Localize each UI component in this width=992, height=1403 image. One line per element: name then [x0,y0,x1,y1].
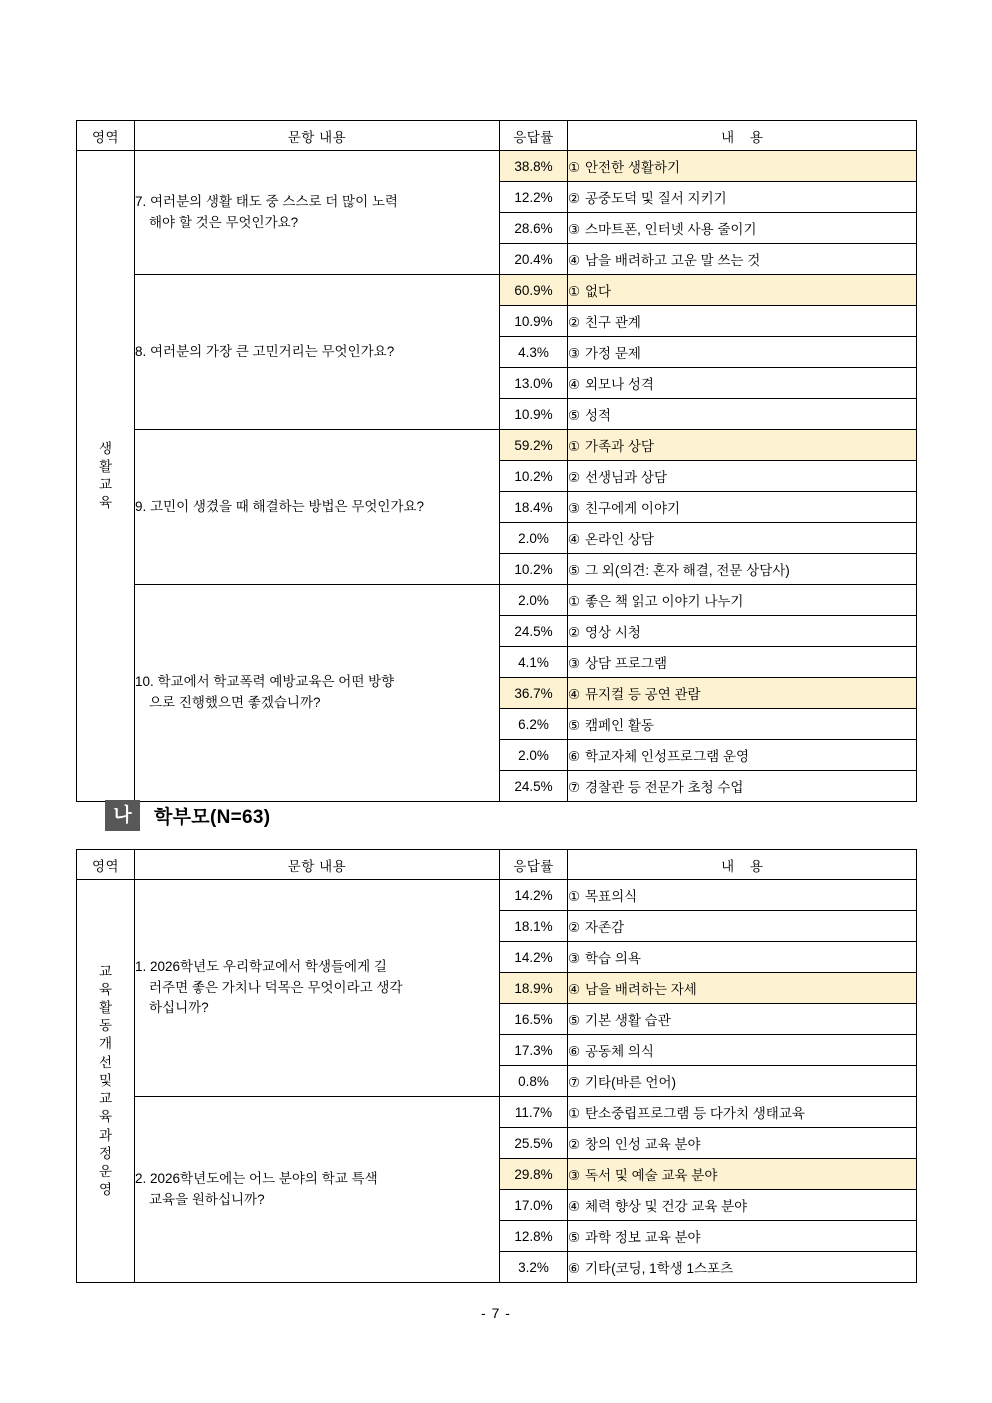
response-rate: 60.9% [500,275,568,306]
question-cell: 2. 2026학년도에는 어느 분야의 학교 특색 교육을 원하십니까? [135,1097,500,1283]
option-text: ⑤ 과학 정보 교육 분야 [568,1221,917,1252]
response-rate: 24.5% [500,771,568,802]
option-text: ④ 남을 배려하고 고운 말 쓰는 것 [568,244,917,275]
survey-table-parents [76,849,917,1283]
survey-table-student-wrapper [76,120,916,802]
survey-table-student [76,120,917,802]
table-row [77,275,917,306]
option-text: ① 좋은 책 읽고 이야기 나누기 [568,585,917,616]
page-number: - 7 - [481,1305,511,1321]
response-rate: 36.7% [500,678,568,709]
area-cell: 생 활 교 육 [77,151,135,802]
option-text: ② 영상 시청 [568,616,917,647]
option-text: ② 공중도덕 및 질서 지키기 [568,182,917,213]
option-text: ⑦ 경찰관 등 전문가 초청 수업 [568,771,917,802]
option-text: ① 가족과 상담 [568,430,917,461]
response-rate: 6.2% [500,709,568,740]
option-text: ③ 상담 프로그램 [568,647,917,678]
option-text: ⑤ 성적 [568,399,917,430]
header-question: 문항 내용 [135,850,500,880]
section-badge: 나 [105,800,140,831]
option-text: ⑥ 기타(코딩, 1학생 1스포츠 [568,1252,917,1283]
response-rate: 13.0% [500,368,568,399]
response-rate: 24.5% [500,616,568,647]
response-rate: 28.6% [500,213,568,244]
table-row [77,1097,917,1128]
question-cell: 8. 여러분의 가장 큰 고민거리는 무엇인가요? [135,275,500,430]
section-label-parents [105,800,270,831]
option-text: ③ 학습 의욕 [568,942,917,973]
response-rate: 4.1% [500,647,568,678]
header-content: 내 용 [568,850,917,880]
option-text: ③ 독서 및 예술 교육 분야 [568,1159,917,1190]
response-rate: 25.5% [500,1128,568,1159]
response-rate: 18.1% [500,911,568,942]
table-header-row [77,850,917,880]
response-rate: 10.9% [500,306,568,337]
option-text: ⑤ 기본 생활 습관 [568,1004,917,1035]
response-rate: 59.2% [500,430,568,461]
response-rate: 10.9% [500,399,568,430]
response-rate: 12.8% [500,1221,568,1252]
response-rate: 16.5% [500,1004,568,1035]
option-text: ④ 온라인 상담 [568,523,917,554]
response-rate: 18.9% [500,973,568,1004]
option-text: ① 목표의식 [568,880,917,911]
response-rate: 2.0% [500,523,568,554]
option-text: ⑥ 학교자체 인성프로그램 운영 [568,740,917,771]
header-content: 내 용 [568,121,917,151]
option-text: ⑤ 그 외(의견: 혼자 해결, 전문 상담사) [568,554,917,585]
section-title: 학부모(N=63) [154,807,271,828]
question-cell: 9. 고민이 생겼을 때 해결하는 방법은 무엇인가요? [135,430,500,585]
option-text: ① 탄소중립프로그램 등 다가치 생태교육 [568,1097,917,1128]
response-rate: 2.0% [500,585,568,616]
table-row [77,151,917,182]
option-text: ⑤ 캠페인 활동 [568,709,917,740]
response-rate: 3.2% [500,1252,568,1283]
response-rate: 20.4% [500,244,568,275]
table-row [77,585,917,616]
option-text: ② 선생님과 상담 [568,461,917,492]
response-rate: 2.0% [500,740,568,771]
survey-table-parents-wrapper [76,849,916,1283]
question-cell: 1. 2026학년도 우리학교에서 학생들에게 길 러주면 좋은 가치나 덕목은 무엇이라고 생각 하십니까? [135,880,500,1097]
response-rate: 29.8% [500,1159,568,1190]
response-rate: 14.2% [500,942,568,973]
option-text: ④ 체력 향상 및 건강 교육 분야 [568,1190,917,1221]
response-rate: 18.4% [500,492,568,523]
option-text: ④ 외모나 성격 [568,368,917,399]
response-rate: 17.0% [500,1190,568,1221]
response-rate: 11.7% [500,1097,568,1128]
header-rate: 응답률 [500,121,568,151]
option-text: ③ 스마트폰, 인터넷 사용 줄이기 [568,213,917,244]
option-text: ① 없다 [568,275,917,306]
header-question: 문항 내용 [135,121,500,151]
table-header-row [77,121,917,151]
option-text: ④ 남을 배려하는 자세 [568,973,917,1004]
response-rate: 10.2% [500,461,568,492]
option-text: ③ 친구에게 이야기 [568,492,917,523]
response-rate: 17.3% [500,1035,568,1066]
option-text: ② 자존감 [568,911,917,942]
area-cell: 교 육 활 동 개 선 및 교 육 과 정 운 영 [77,880,135,1283]
option-text: ① 안전한 생활하기 [568,151,917,182]
option-text: ④ 뮤지컬 등 공연 관람 [568,678,917,709]
table-row [77,430,917,461]
option-text: ③ 가정 문제 [568,337,917,368]
header-area: 영역 [77,121,135,151]
option-text: ⑦ 기타(바른 언어) [568,1066,917,1097]
question-cell: 7. 여러분의 생활 태도 중 스스로 더 많이 노력 해야 할 것은 무엇인가요? [135,151,500,275]
question-cell: 10. 학교에서 학교폭력 예방교육은 어떤 방향 으로 진행했으면 좋겠습니까? [135,585,500,802]
table-row [77,880,917,911]
header-area: 영역 [77,850,135,880]
response-rate: 12.2% [500,182,568,213]
header-rate: 응답률 [500,850,568,880]
option-text: ⑥ 공동체 의식 [568,1035,917,1066]
response-rate: 14.2% [500,880,568,911]
response-rate: 10.2% [500,554,568,585]
response-rate: 4.3% [500,337,568,368]
option-text: ② 친구 관계 [568,306,917,337]
option-text: ② 창의 인성 교육 분야 [568,1128,917,1159]
response-rate: 38.8% [500,151,568,182]
response-rate: 0.8% [500,1066,568,1097]
